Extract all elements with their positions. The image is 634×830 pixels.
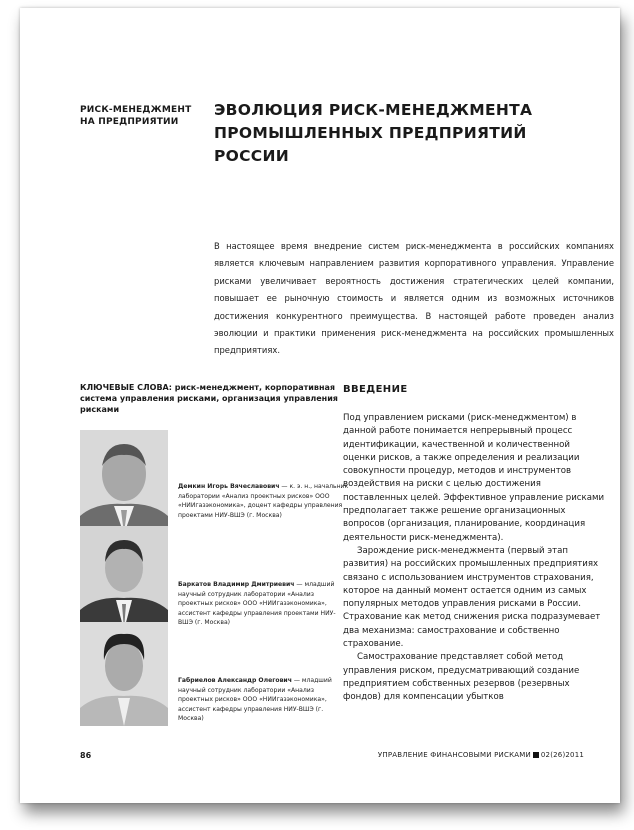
paragraph: Зарождение риск-менеджмента (первый этап развития) на российских промышленных предприятиях связано с использованием инструментов страхования, которое на данный момент остается одним из самых популярных методов управления рисками в России. Страхование как метод снижения риска подразумевает два механизма: самострахование и собственно страхование. [343,545,601,650]
author-photo [80,430,168,534]
author-photo [80,622,168,726]
abstract: В настоящее время внедрение систем риск-менеджмента в российских компаниях является ключевым направлением развития корпоративного управления. Управление рисками увеличивает вероятность достижения стратегических целей компании, повышает ее рыночную стоимость и является одним из возможных источников достижения конкурентного преимущества. В настоящей работе проведен анализ эволюции и практики применения риск-менеджмента на российских промышленных предприятиях. [214,241,614,356]
author-name: Габриелов Александр Олегович [178,677,292,684]
page-number: 86 [80,751,92,760]
author-info [178,676,350,724]
author-info [178,580,350,628]
intro-body [343,412,605,705]
keywords: КЛЮЧЕВЫЕ СЛОВА: риск-менеджмент, корпоративная система управления рисками, организация управления рисками [80,383,338,414]
paragraph: Под управлением рисками (риск-менеджментом) в данной работе понимается непрерывный процесс идентификации, качественной и количественной оценки рисков, а также определения и реализации совокупности процедур, методов и инструментов воздействия на риски с целью достижения поставленных целей. Эффективное управление рисками предполагает также решение организационных вопросов (организация, планирование, координация деятельности риск-менеджмента). [343,413,605,543]
author-block [80,526,350,630]
square-icon [533,752,539,758]
running-footer [378,751,584,759]
article-title: ЭВОЛЮЦИЯ РИСК-МЕНЕДЖМЕНТА ПРОМЫШЛЕННЫХ ПРЕДПРИЯТИЙ РОССИИ [214,101,533,165]
author-description: — к. э. н., начальник лаборатории «Анализ проектных рисков» ООО «НИИгазэкономика», доцент кафедры управления проектами НИУ-ВШЭ (г. Москва) [178,483,349,519]
author-name: Демкин Игорь Вячеславович [178,483,280,490]
author-block [80,622,350,726]
author-info [178,482,350,520]
author-photo [80,526,168,630]
issue-number: 02(26)2011 [540,751,584,759]
journal-page [20,8,620,803]
paragraph: Самострахование представляет собой метод управления риском, предусматривающий создание предприятием собственных резервов (резервных фондов) для компенсации убытков [343,652,580,703]
journal-name: УПРАВЛЕНИЕ ФИНАНСОВЫМИ РИСКАМИ [377,751,531,759]
section-heading: ВВЕДЕНИЕ [343,384,408,395]
author-description: — младший научный сотрудник лаборатории «Анализ проектных рисков» ООО «НИИгазэкономика», ассистент кафедры управления проектами НИУ-ВШЭ (г. Москва) [178,581,336,627]
author-name: Баркатов Владимир Дмитриевич [178,581,295,588]
section-label: РИСК-МЕНЕДЖМЕНТ НА ПРЕДПРИЯТИИ [80,105,192,127]
author-block [80,430,350,534]
author-description: — младший научный сотрудник лаборатории «Анализ проектных рисков» ООО «НИИгазэкономика», ассистент кафедры управления НИУ-ВШЭ (г. Москва) [178,677,332,723]
